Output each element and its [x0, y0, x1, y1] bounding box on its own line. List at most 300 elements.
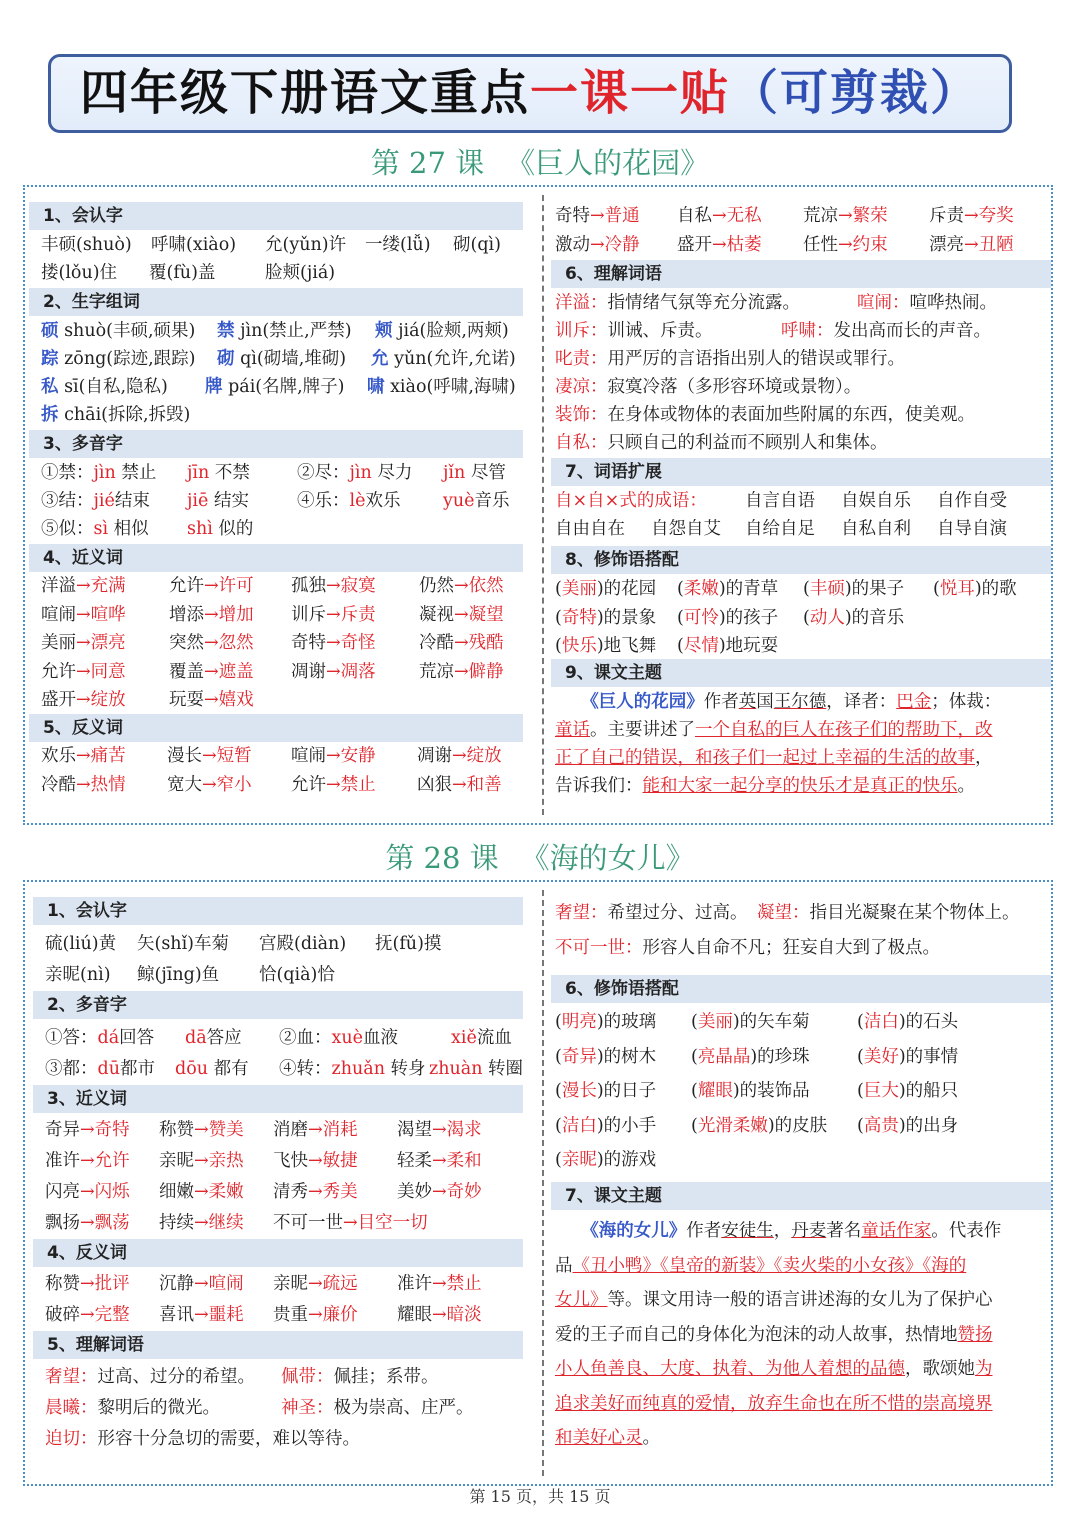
word-item: 鲸(jīng)鱼 [137, 965, 220, 985]
word-pair [397, 1300, 482, 1331]
theme-text: ，歌颂她 [905, 1359, 975, 1379]
word-pair [41, 771, 126, 800]
word-pair [169, 686, 254, 715]
page-footer: 第 15 页，共 15 页 [469, 1487, 611, 1506]
pinyin: dū [97, 1059, 120, 1079]
theme-text: ， [773, 1221, 792, 1241]
word-item: 硫(liú)黄 [45, 934, 117, 954]
arrow-icon: → [712, 206, 727, 226]
paren-close: ) [732, 1081, 740, 1101]
paired-word: 亲热 [208, 1151, 244, 1171]
paired-word: 痛苦 [90, 746, 126, 766]
modifier-item [857, 1109, 958, 1144]
word-item: 丰硕(shuò) [41, 235, 132, 255]
paired-word: 许可 [218, 576, 254, 596]
word-pair [159, 1146, 244, 1177]
theme-text: 。 [957, 776, 975, 796]
title-part-2: 一课一贴 [529, 65, 730, 121]
group-item [217, 344, 346, 374]
word: 都有 [208, 1059, 249, 1079]
modifier-word: 耀眼 [697, 1081, 733, 1101]
modifier-item [677, 574, 778, 604]
paired-word: 目空一切 [357, 1213, 428, 1233]
section-heading: 2、多音字 [33, 991, 523, 1019]
word-pair [291, 658, 376, 687]
modifier-item [857, 1074, 958, 1109]
paren-open: ( [803, 579, 810, 599]
modifier-word: 巨大 [863, 1081, 899, 1101]
paren-open: ( [555, 1012, 562, 1032]
lesson-28-number: 第 28 课 [385, 841, 499, 875]
arrow-icon: → [80, 1151, 95, 1171]
word-pair [555, 202, 640, 231]
arrow-icon: → [80, 1305, 95, 1325]
base-word: 称赞 [159, 1120, 194, 1140]
modifier-item [555, 1005, 656, 1040]
arrow-icon: → [80, 1120, 95, 1140]
term: 训斥： [555, 321, 608, 341]
definition-item [555, 428, 888, 458]
arrow-icon: → [76, 633, 91, 653]
term: 凄凉： [555, 377, 608, 397]
term: 迫切： [45, 1429, 98, 1449]
group-words: sī(自私,隐私) [58, 377, 168, 397]
paren-open: ( [555, 579, 562, 599]
theme-country: 丹麦 [791, 1221, 827, 1241]
word-pair [291, 629, 376, 658]
word: 转圈 [482, 1059, 524, 1079]
word-pair [273, 1177, 358, 1208]
meaning: 极为崇高、庄严。 [333, 1398, 474, 1418]
modifier-item [677, 631, 778, 661]
arrow-icon: → [432, 1274, 447, 1294]
word-pair [803, 231, 888, 260]
modified-phrase: 的音乐 [851, 607, 905, 628]
word-pair [273, 1208, 428, 1239]
word-pair [167, 742, 252, 771]
base-word: 奇特 [291, 633, 326, 653]
paren-close: ) [718, 579, 726, 599]
paren-close: ) [898, 1081, 906, 1101]
arrow-icon: → [76, 604, 91, 625]
definition-item [857, 288, 997, 318]
paren-close: ) [596, 1046, 604, 1067]
group-char: 颊 [375, 321, 393, 341]
pinyin: xiě [451, 1028, 477, 1048]
theme-text: ， [975, 748, 993, 768]
paren-close: ) [596, 579, 604, 599]
modified-phrase: 地玩耍 [725, 636, 779, 656]
paren-close: ) [596, 1081, 604, 1101]
base-word: 仍然 [419, 576, 454, 596]
section-heading: 5、反义词 [29, 714, 523, 742]
lesson-27-right-column [551, 187, 1051, 823]
base-word: 自私 [677, 206, 712, 226]
paren-open: ( [857, 1115, 864, 1136]
arrow-icon: → [326, 633, 341, 653]
paren-close: ) [844, 579, 852, 599]
theme-genre: 童话 [555, 720, 590, 740]
theme-text: 告诉我们： [555, 776, 643, 796]
word-pair [159, 1208, 244, 1239]
paren-close: ) [974, 579, 982, 599]
lesson-27-title: 《巨人的花园》 [506, 146, 710, 180]
title-part-3: （可剪裁） [730, 65, 981, 121]
modifier-item [803, 603, 904, 633]
modified-phrase: 的皮肤 [774, 1115, 828, 1136]
paired-word: 普通 [604, 206, 640, 226]
term: 凝望： [757, 903, 810, 923]
word-pair [677, 202, 762, 231]
paren-open: ( [555, 636, 562, 656]
modified-phrase: 的矢车菊 [739, 1012, 810, 1032]
arrow-icon: → [80, 1182, 95, 1202]
word-pair [41, 601, 126, 630]
word-item: 呼啸(xiào) [151, 235, 237, 255]
section-heading: 6、理解词语 [551, 260, 1051, 288]
arrow-icon: → [76, 746, 91, 766]
base-word: 斥责 [929, 206, 964, 226]
base-word: 突然 [169, 633, 204, 653]
paren-close: ) [596, 636, 604, 656]
meaning: 形容十分急切的需要，难以等待。 [97, 1429, 360, 1449]
base-word: 增添 [169, 604, 204, 625]
column-divider [542, 195, 544, 815]
group-words: shuò(丰硕,硕果) [58, 321, 196, 341]
paren-open: ( [933, 579, 940, 599]
paired-word: 窄小 [216, 774, 252, 795]
term: 洋溢： [555, 293, 608, 313]
polyphone-item [41, 486, 150, 516]
lesson-27-theme [555, 688, 1001, 800]
word: 血液 [363, 1028, 398, 1048]
word-item: 亲昵(nì) [45, 965, 111, 985]
word-pair [41, 658, 126, 687]
modifier-word: 可怜 [683, 607, 719, 628]
modifier-word: 美好 [863, 1046, 899, 1067]
group-char: 拆 [41, 405, 59, 425]
section-heading: 4、近义词 [29, 544, 523, 572]
theme-praise: 和美好心灵 [555, 1428, 643, 1448]
paren-close: ) [767, 1115, 775, 1136]
term: 奢望： [45, 1367, 98, 1387]
word: 似的 [212, 519, 254, 539]
definition-item [555, 372, 861, 402]
word-item: 恰(qià)恰 [259, 965, 335, 985]
meaning: 过高、过分的希望。 [97, 1367, 255, 1387]
theme-text: 。 [642, 1428, 660, 1448]
lesson-28-title: 《海的女儿》 [520, 841, 695, 875]
group-words: xiào(呼啸,海啸) [384, 377, 516, 397]
arrow-icon: → [194, 1151, 209, 1171]
modifier-item [555, 574, 656, 604]
column-divider [542, 890, 544, 1476]
pinyin: sì [93, 519, 109, 539]
paired-word: 寂寞 [340, 576, 376, 596]
arrow-icon: → [326, 604, 341, 625]
polyphone-item [429, 1054, 523, 1084]
paired-word: 枯萎 [726, 234, 762, 255]
meaning: 在身体或物体的表面加些附属的东西，使美观。 [607, 405, 975, 425]
paired-word: 继续 [208, 1213, 244, 1233]
meaning: 指目光凝聚在某个物体上。 [809, 903, 1020, 923]
modifier-word: 悦耳 [939, 579, 975, 599]
word-pair [417, 742, 502, 771]
base-word: 美妙 [397, 1182, 432, 1202]
word-pair [291, 742, 376, 771]
modifier-item [691, 1109, 827, 1144]
modifier-item [555, 1143, 656, 1178]
lesson-28-right-column [551, 882, 1051, 1484]
modifier-word: 美丽 [561, 579, 597, 599]
paren-open: ( [555, 1081, 562, 1101]
definition-item [781, 316, 991, 346]
paired-word: 残酷 [468, 633, 504, 653]
group-item [371, 344, 516, 374]
section-heading: 4、反义词 [33, 1239, 523, 1267]
paren-close: ) [898, 1115, 906, 1136]
modifier-word: 漫长 [561, 1081, 597, 1101]
modified-phrase: 的石头 [905, 1012, 959, 1032]
arrow-icon: → [590, 234, 605, 255]
word-pair [169, 629, 254, 658]
word-pair [397, 1177, 482, 1208]
definition-item [555, 316, 713, 346]
base-word: 轻柔 [397, 1151, 432, 1171]
theme-praise: 为 [975, 1359, 993, 1379]
paren-open: ( [691, 1012, 698, 1032]
polyphone-item [443, 458, 506, 488]
arrow-icon: → [194, 1213, 209, 1233]
word: 回答 [119, 1028, 155, 1048]
base-word: 荒凉 [803, 206, 838, 226]
modifier-word: 光滑柔嫩 [697, 1115, 768, 1136]
word-item: 脸颊(jiá) [265, 263, 336, 283]
definition-item [555, 344, 905, 374]
theme-summary: 正了自己的错误，和孩子们一起过上幸福的生活的故事 [555, 748, 975, 768]
word: 都市 [119, 1059, 155, 1079]
modified-phrase: 的游戏 [603, 1150, 657, 1170]
word-pair [41, 629, 126, 658]
group-words: yǔn(允许,允诺) [388, 349, 516, 369]
word-pair [167, 771, 252, 800]
word-pair [291, 771, 376, 800]
idiom-item: 自给自足 [745, 519, 815, 539]
lesson-28-left-column [33, 882, 523, 1484]
arrow-icon: → [964, 234, 979, 255]
polyphone-item [45, 1023, 154, 1053]
lesson-28-box [23, 880, 1053, 1486]
meaning: 发出高而长的声音。 [833, 321, 991, 341]
group-words: jiá(脸颊,两颊) [392, 321, 509, 341]
arrow-icon: → [80, 1274, 95, 1294]
polyphone-char: ①禁： [41, 463, 94, 483]
paired-word: 忽然 [218, 633, 254, 653]
group-words: chāi(拆除,拆毁) [58, 405, 191, 425]
pinyin: yuè [443, 491, 475, 511]
book-title: 《海的女儿》 [590, 1221, 687, 1241]
section-heading: 1、会认字 [29, 202, 523, 230]
modifier-item [691, 1040, 810, 1075]
definition-item [45, 1362, 255, 1392]
pinyin: shì [187, 519, 213, 539]
paired-word: 僻静 [468, 661, 504, 682]
word-pair [273, 1146, 358, 1177]
word-pair [45, 1115, 130, 1146]
paren-open: ( [857, 1012, 864, 1032]
modifier-item [555, 631, 656, 661]
modifier-word: 美丽 [697, 1012, 733, 1032]
base-word: 闪亮 [45, 1182, 80, 1202]
word-item: 搂(lǒu)住 [41, 263, 118, 283]
paren-open: ( [555, 1115, 562, 1136]
paired-word: 增加 [218, 604, 254, 625]
pinyin: jié [93, 491, 115, 511]
definition-item [45, 1393, 220, 1423]
theme-text: 等。课文用诗一般的语言讲述海的女儿为了保护心 [607, 1290, 993, 1310]
modifier-item [555, 603, 656, 633]
theme-lesson: 能和大家一起分享的快乐才是真正的快乐 [642, 776, 958, 796]
word-pair [419, 572, 504, 601]
paren-open: ( [691, 1046, 698, 1067]
pinyin: dōu [175, 1059, 209, 1079]
pinyin: jìn [93, 463, 116, 483]
paired-word: 秀美 [322, 1182, 358, 1202]
polyphone-char: ③都： [45, 1059, 98, 1079]
paired-word: 夸奖 [978, 206, 1014, 226]
group-item [41, 316, 195, 346]
term: 装饰： [555, 405, 608, 425]
word-pair [417, 771, 502, 800]
word-item: 抚(fǔ)摸 [375, 934, 442, 954]
base-word: 盛开 [41, 690, 76, 710]
paren-close: ) [718, 636, 726, 656]
theme-text: 。主要讲述了 [590, 720, 695, 740]
modified-phrase: 的花园 [603, 579, 657, 599]
base-word: 亲昵 [273, 1274, 308, 1294]
base-word: 凶狠 [417, 774, 452, 795]
paren-close: ) [718, 607, 726, 628]
meaning: 只顾自己的利益而不顾别人和集体。 [607, 433, 888, 453]
modifier-item [555, 1074, 656, 1109]
meaning: 寂寞冷落（多形容环境或景物）。 [607, 377, 862, 397]
paren-open: ( [857, 1046, 864, 1067]
definition-item [555, 400, 975, 430]
pinyin: dá [97, 1028, 120, 1048]
group-char: 啸 [367, 377, 385, 397]
term: 奢望： [555, 903, 608, 923]
arrow-icon: → [202, 746, 217, 766]
word: 禁止 [115, 463, 157, 483]
group-item [367, 372, 516, 402]
word: 不禁 [209, 463, 250, 483]
paired-word: 噩耗 [208, 1305, 244, 1325]
pinyin: jìn [349, 463, 372, 483]
theme-text: 国 [756, 692, 774, 712]
lesson-27-heading [0, 143, 1080, 183]
base-word: 称赞 [45, 1274, 80, 1294]
base-word: 渴望 [397, 1120, 432, 1140]
pinyin: jīn [187, 463, 210, 483]
paired-word: 绽放 [90, 690, 126, 710]
polyphone-char: ④转： [279, 1059, 332, 1079]
polyphone-char: ②尽： [297, 463, 350, 483]
base-word: 喧闹 [41, 604, 76, 625]
arrow-icon: → [80, 1213, 95, 1233]
arrow-icon: → [454, 661, 469, 682]
polyphone-char: ③结： [41, 491, 94, 511]
arrow-icon: → [308, 1274, 323, 1294]
section-heading: 3、多音字 [29, 430, 523, 458]
group-words: pái(名牌,牌子) [222, 377, 345, 397]
arrow-icon: → [838, 206, 853, 226]
theme-praise: 追求美好而纯真的爱情，放弃生命也在所不惜的崇高境界 [555, 1393, 993, 1414]
theme-praise: 赞扬 [957, 1324, 993, 1345]
arrow-icon: → [454, 604, 469, 625]
paren-open: ( [555, 1150, 562, 1170]
base-word: 洋溢 [41, 576, 76, 596]
meaning: 黎明后的微光。 [97, 1398, 220, 1418]
modified-phrase: 的树木 [603, 1046, 657, 1067]
term: 晨曦： [45, 1398, 98, 1418]
paired-word: 喧闹 [208, 1274, 244, 1294]
arrow-icon: → [202, 774, 217, 795]
group-char: 牌 [205, 377, 223, 397]
word-pair [169, 658, 254, 687]
base-word: 任性 [803, 234, 838, 255]
word: 相似 [108, 519, 149, 539]
arrow-icon: → [204, 576, 219, 596]
lesson-27-box [23, 185, 1053, 825]
group-char: 踪 [41, 349, 59, 369]
paired-word: 消耗 [322, 1120, 358, 1140]
base-word: 覆盖 [169, 661, 204, 682]
word-pair [45, 1300, 130, 1331]
paired-word: 允许 [94, 1151, 130, 1171]
base-word: 清秀 [273, 1182, 308, 1202]
arrow-icon: → [204, 604, 219, 625]
theme-text: 作者 [703, 692, 739, 712]
theme-text: 作者 [686, 1221, 722, 1241]
paired-word: 遮盖 [218, 661, 254, 682]
term: 呼啸： [781, 321, 834, 341]
term: 自私： [555, 433, 608, 453]
arrow-icon: → [76, 774, 91, 795]
paired-word: 绽放 [466, 746, 502, 766]
word-item: 允(yǔn)许 [265, 235, 347, 255]
paired-word: 冷静 [604, 234, 640, 255]
modified-phrase: 的孩子 [725, 607, 779, 628]
paren-close: ) [898, 1012, 906, 1032]
word-pair [169, 601, 254, 630]
modifier-word: 快乐 [561, 636, 597, 656]
group-item [375, 316, 509, 346]
section-heading: 7、词语扩展 [551, 458, 1051, 486]
word-pair [273, 1269, 358, 1300]
arrow-icon: → [326, 661, 341, 682]
section-heading: 2、生字组词 [29, 288, 523, 316]
paired-word: 同意 [90, 661, 126, 682]
definition-item [45, 1424, 360, 1454]
base-word: 喧闹 [291, 746, 326, 766]
meaning: 训诫、斥责。 [607, 321, 713, 341]
group-char: 允 [371, 349, 389, 369]
modified-phrase: 的小手 [603, 1115, 657, 1136]
paired-word: 暗淡 [446, 1305, 482, 1325]
modifier-word: 洁白 [561, 1115, 597, 1136]
theme-genre: 童话作家 [861, 1221, 932, 1241]
modified-phrase: 的事情 [905, 1046, 959, 1067]
